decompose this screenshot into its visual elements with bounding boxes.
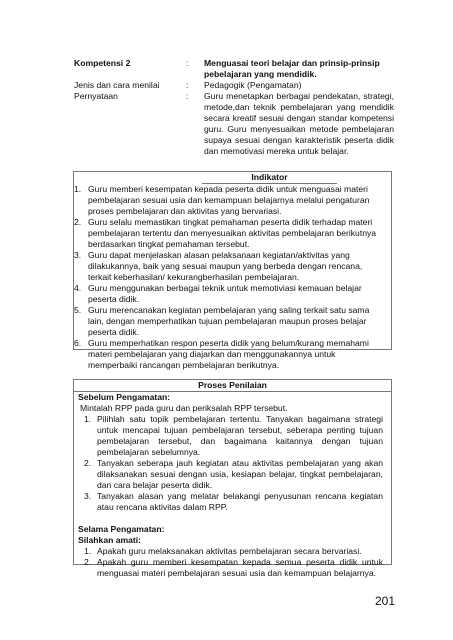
competency-header (74, 58, 394, 157)
statement-row (74, 91, 394, 157)
before-observation-title: Sebelum Pengamatan: (78, 392, 171, 402)
colon: : (186, 91, 189, 101)
page-number: 201 (375, 594, 396, 608)
list-item-number: 2. (84, 458, 92, 468)
list-item-text: Tanyakan seberapa jauh kegiatan atau aktivitas pembelajaran yang akan dilaksanakan sesuai dengan usia, kesiapan belajar, tingkat pembelajaran, dan cara belajar peserta didik. (97, 458, 383, 490)
type-value: Pedagogik (Pengamatan) (204, 80, 302, 90)
type-row (74, 80, 394, 91)
list-item-number: 1. (84, 546, 92, 556)
list-item-text: Guru selalu memastikan tingkat pemahaman peserta didik terhadap materi pembelajaran tertentu dan menyesuaikan aktivitas pembelajaran berikutnya berdasarkan tingkat pemahaman tersebut. (88, 217, 377, 249)
list-item (74, 250, 391, 283)
list-item-number: 4. (74, 283, 82, 293)
list-item-text: Tanyakan alasan yang melatar belakangi penyusunan rencana kegiatan atau rencana aktivitas dalam RPP. (97, 491, 383, 512)
list-item-text: Guru memperhatikan respon peserta didik yang belum/kurang memahami materi pembelajaran yang diajarkan dan menggunakannya untuk memperbaiki rancangan pembelajaran berikutnya. (88, 338, 369, 370)
before-observation-list (74, 414, 391, 513)
list-item-text: Pilihlah satu topik pembelajaran tertentu. Tanyakan bagaimana strategi untuk mencapai tujuan pembelajaran tersebut, seberapa penting tujuan pembelajaran tersebut, dan bagaimana kaitannya dengan tujuan pembelajaran sebelumnya. (97, 414, 383, 457)
list-item-text: Apakah guru memberi kesempatan kepada semua peserta didik untuk menguasai materi pembelajaran sesuai usia dan kemampuan belajarnya. (97, 557, 383, 578)
list-item-number: 3. (84, 491, 92, 501)
list-item-text: Guru menggunakan berbagai teknik untuk memotiviasi kemauan belajar peserta didik. (88, 283, 362, 304)
list-item (74, 338, 391, 371)
list-item (74, 458, 391, 491)
list-item (74, 557, 391, 579)
list-item-text: Guru merencanakan kegiatan pembelajaran yang saling terkait satu sama lain, dengan memperhatikan tujuan pembelajaran maupun proses belajar peserta didik. (88, 305, 370, 337)
competency-value: Menguasai teori belajar dan prinsip-prinsip pebelajaran yang mendidik. (204, 58, 380, 79)
competency-row (74, 58, 394, 80)
list-item-number: 1. (74, 184, 82, 194)
indicator-list (74, 184, 391, 371)
spacer (74, 513, 391, 524)
type-label: Jenis dan cara menilai (74, 80, 160, 90)
colon: : (186, 58, 189, 68)
during-observation-list (74, 546, 391, 579)
list-item (74, 217, 391, 250)
competency-label: Kompetensi 2 (74, 58, 131, 68)
indicator-box (73, 171, 392, 370)
list-item-number: 2. (74, 217, 82, 227)
list-item (74, 414, 391, 458)
statement-value: Guru menetapkan berbagai pendekatan, strategi, metode,dan teknik pembelajaran yang mendidik secara kreatif sesuai dengan standar kompetensi guru. Guru menyesuaikan metode pembelajaran supaya sesuai dengan karakteristik peserta didik dan memotivasi mereka untuk belajar. (204, 91, 394, 156)
list-item (74, 305, 391, 338)
list-item (74, 546, 391, 557)
list-item-number: 5. (74, 305, 82, 315)
assessment-title: Proses Penilaian (74, 380, 391, 392)
during-observation-title: Selama Pengamatan: (78, 524, 165, 534)
list-item-text: Apakah guru melaksanakan aktivitas pembelajaran secara bervariasi. (97, 546, 362, 556)
before-observation-intro: Mintalah RPP pada guru dan periksalah RPP tersebut. (80, 403, 288, 413)
colon: : (186, 80, 189, 90)
list-item (74, 283, 391, 305)
list-item-text: Guru dapat menjelaskan alasan pelaksanaan kegiatan/aktivitas yang dilakukannya, baik yang sesuai maupun yang berbeda dengan rencana, terkait keberhasilan/ kekurangberhasilan pembelajaran. (88, 250, 363, 282)
list-item-number: 6. (74, 338, 82, 348)
indicator-title: Indikator (202, 172, 337, 184)
assessment-box (73, 379, 392, 578)
during-observation-subtitle: Silahkan amati: (78, 535, 142, 545)
list-item (74, 184, 391, 217)
list-item-text: Guru memberi kesempatan kepada peserta didik untuk menguasai materi pembelajaran sesuai usia dan kemampuan belajarnya melalui pengaturan proses pembelajaran dan aktivitas yang bervariasi. (88, 184, 370, 216)
list-item-number: 3. (74, 250, 82, 260)
list-item-number: 2. (84, 557, 92, 567)
list-item-number: 1. (84, 414, 92, 424)
statement-label: Pernyataan (74, 91, 118, 101)
list-item (74, 491, 391, 513)
